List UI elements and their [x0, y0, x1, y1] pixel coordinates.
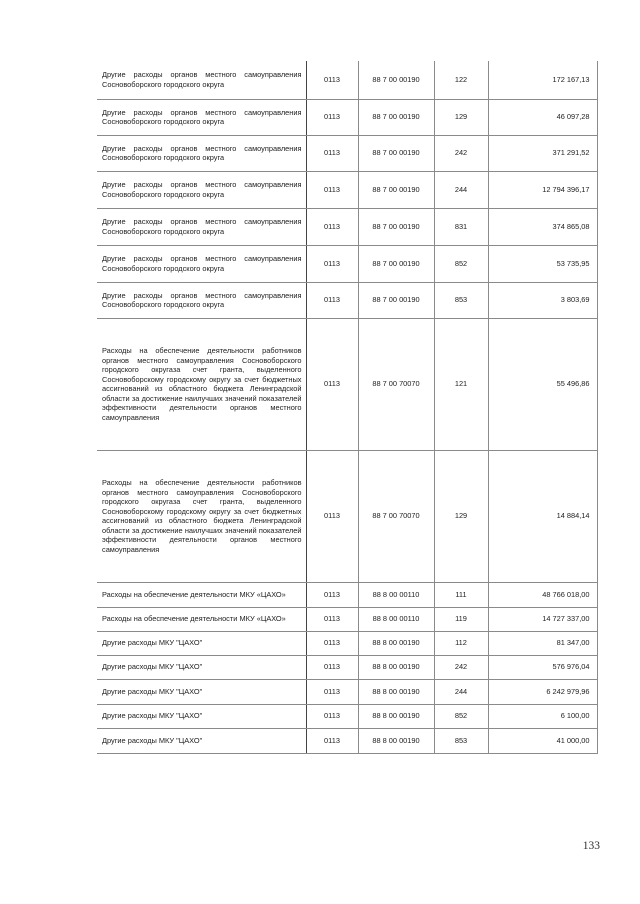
budget-table-body [97, 61, 597, 753]
table-row [97, 582, 597, 607]
expense-type-cell: 244 [434, 679, 488, 704]
table-row [97, 655, 597, 679]
table-row [97, 245, 597, 282]
expense-type-cell: 122 [434, 61, 488, 99]
amount-cell: 6 242 979,96 [488, 679, 597, 704]
table-row [97, 208, 597, 245]
expense-type-cell: 112 [434, 631, 488, 655]
expense-type-cell: 129 [434, 99, 488, 135]
section-code-cell: 0113 [306, 99, 358, 135]
expense-name-cell: Другие расходы органов местного самоуправления Сосновоборского городского округа [97, 99, 306, 135]
target-article-cell: 88 7 00 00190 [358, 282, 434, 318]
section-code-cell: 0113 [306, 282, 358, 318]
expense-name-cell: Другие расходы МКУ "ЦАХО" [97, 631, 306, 655]
amount-cell: 371 291,52 [488, 135, 597, 171]
amount-cell: 53 735,95 [488, 245, 597, 282]
table-row [97, 171, 597, 208]
amount-cell: 41 000,00 [488, 728, 597, 753]
expense-name-cell: Другие расходы МКУ "ЦАХО" [97, 655, 306, 679]
expense-name-cell: Расходы на обеспечение деятельности МКУ «ЦАХО» [97, 607, 306, 631]
amount-cell: 48 766 018,00 [488, 582, 597, 607]
table-row [97, 99, 597, 135]
expense-type-cell: 129 [434, 450, 488, 582]
table-row [97, 679, 597, 704]
section-code-cell: 0113 [306, 655, 358, 679]
table-row [97, 61, 597, 99]
expense-type-cell: 242 [434, 135, 488, 171]
budget-table [97, 61, 598, 754]
expense-name-cell: Другие расходы органов местного самоуправления Сосновоборского городского округа [97, 61, 306, 99]
expense-name-cell: Другие расходы органов местного самоуправления Сосновоборского городского округа [97, 282, 306, 318]
amount-cell: 14 727 337,00 [488, 607, 597, 631]
expense-name-cell: Расходы на обеспечение деятельности работников органов местного самоуправления Сосновоборского городского округаза счет гранта, выделенного Сосновоборскому городскому округу за счет бюджетных ассигнований из областного бюджета Ленинградской области за достижение наилучших значений показателей эффективности деятельности органов местного самоуправления [97, 450, 306, 582]
expense-name-cell: Другие расходы МКУ "ЦАХО" [97, 704, 306, 728]
amount-cell: 3 803,69 [488, 282, 597, 318]
section-code-cell: 0113 [306, 318, 358, 450]
section-code-cell: 0113 [306, 61, 358, 99]
expense-name-cell: Другие расходы органов местного самоуправления Сосновоборского городского округа [97, 245, 306, 282]
section-code-cell: 0113 [306, 582, 358, 607]
target-article-cell: 88 7 00 00190 [358, 208, 434, 245]
section-code-cell: 0113 [306, 631, 358, 655]
expense-name-cell: Другие расходы МКУ "ЦАХО" [97, 679, 306, 704]
target-article-cell: 88 8 00 00190 [358, 631, 434, 655]
section-code-cell: 0113 [306, 135, 358, 171]
expense-type-cell: 853 [434, 282, 488, 318]
expense-name-cell: Другие расходы МКУ "ЦАХО" [97, 728, 306, 753]
amount-cell: 576 976,04 [488, 655, 597, 679]
target-article-cell: 88 7 00 00190 [358, 171, 434, 208]
table-row [97, 282, 597, 318]
expense-type-cell: 111 [434, 582, 488, 607]
amount-cell: 81 347,00 [488, 631, 597, 655]
expense-type-cell: 121 [434, 318, 488, 450]
expense-name-cell: Другие расходы органов местного самоуправления Сосновоборского городского округа [97, 135, 306, 171]
expense-name-cell: Расходы на обеспечение деятельности МКУ «ЦАХО» [97, 582, 306, 607]
table-row [97, 607, 597, 631]
target-article-cell: 88 7 00 70070 [358, 450, 434, 582]
table-row [97, 631, 597, 655]
amount-cell: 6 100,00 [488, 704, 597, 728]
expense-type-cell: 831 [434, 208, 488, 245]
target-article-cell: 88 7 00 70070 [358, 318, 434, 450]
section-code-cell: 0113 [306, 450, 358, 582]
target-article-cell: 88 8 00 00190 [358, 679, 434, 704]
expense-name-cell: Другие расходы органов местного самоуправления Сосновоборского городского округа [97, 208, 306, 245]
section-code-cell: 0113 [306, 607, 358, 631]
amount-cell: 46 097,28 [488, 99, 597, 135]
table-row [97, 704, 597, 728]
expense-type-cell: 852 [434, 245, 488, 282]
table-row [97, 318, 597, 450]
expense-type-cell: 242 [434, 655, 488, 679]
section-code-cell: 0113 [306, 679, 358, 704]
target-article-cell: 88 7 00 00190 [358, 61, 434, 99]
table-row [97, 135, 597, 171]
amount-cell: 172 167,13 [488, 61, 597, 99]
target-article-cell: 88 7 00 00190 [358, 99, 434, 135]
table-row [97, 450, 597, 582]
target-article-cell: 88 8 00 00110 [358, 607, 434, 631]
target-article-cell: 88 7 00 00190 [358, 245, 434, 282]
target-article-cell: 88 8 00 00190 [358, 655, 434, 679]
target-article-cell: 88 7 00 00190 [358, 135, 434, 171]
target-article-cell: 88 8 00 00110 [358, 582, 434, 607]
amount-cell: 14 884,14 [488, 450, 597, 582]
expense-type-cell: 244 [434, 171, 488, 208]
section-code-cell: 0113 [306, 208, 358, 245]
table-row [97, 728, 597, 753]
amount-cell: 374 865,08 [488, 208, 597, 245]
expense-type-cell: 119 [434, 607, 488, 631]
expense-type-cell: 852 [434, 704, 488, 728]
section-code-cell: 0113 [306, 171, 358, 208]
page-number: 133 [582, 840, 600, 852]
expense-name-cell: Другие расходы органов местного самоуправления Сосновоборского городского округа [97, 171, 306, 208]
target-article-cell: 88 8 00 00190 [358, 728, 434, 753]
section-code-cell: 0113 [306, 728, 358, 753]
section-code-cell: 0113 [306, 704, 358, 728]
expense-name-cell: Расходы на обеспечение деятельности работников органов местного самоуправления Сосновоборского городского округаза счет гранта, выделенного Сосновоборскому городскому округу за счет бюджетных ассигнований из областного бюджета Ленинградской области за достижение наилучших значений показателей эффективности деятельности органов местного самоуправления [97, 318, 306, 450]
target-article-cell: 88 8 00 00190 [358, 704, 434, 728]
section-code-cell: 0113 [306, 245, 358, 282]
amount-cell: 55 496,86 [488, 318, 597, 450]
amount-cell: 12 794 396,17 [488, 171, 597, 208]
expense-type-cell: 853 [434, 728, 488, 753]
